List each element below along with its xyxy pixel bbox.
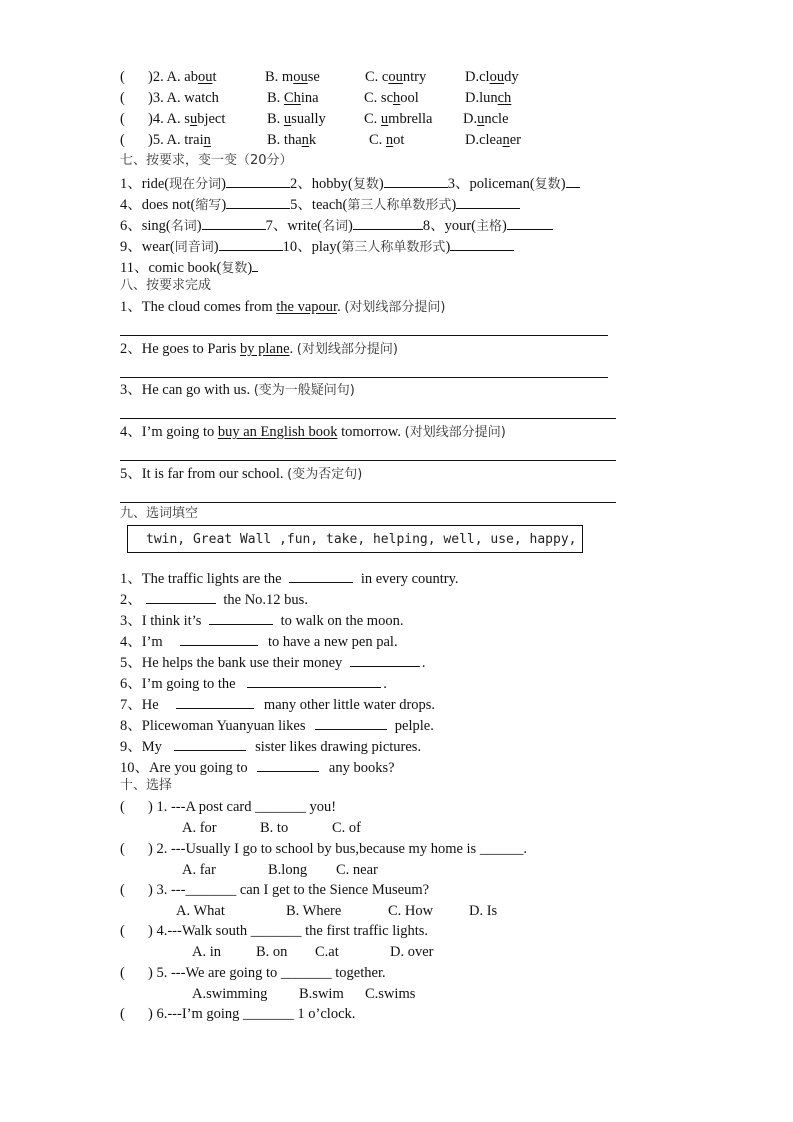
question-text: ) 4.---Walk south _______ the first traffic lights. [148,923,429,939]
option-d-underlined: u [477,111,485,127]
question-number: 4 [152,111,161,127]
option-label: B. [265,69,282,85]
sentence-underlined: the vapour [276,299,338,315]
fill-item [120,568,459,586]
item-word: teach( [311,197,348,213]
option-d: D.cl [465,69,490,85]
option-a[interactable]: A. far [182,862,216,878]
answer-blank[interactable] [219,236,283,251]
option-b[interactable]: B. on [256,944,288,960]
option-d-rest: er [509,132,521,148]
answer-paren-open[interactable]: ( [120,69,125,85]
mc-question [120,840,527,858]
item-hint: 复数 [352,177,379,192]
rewrite-item [120,381,355,399]
section-7-title: 七、按要求，变一变（20分） [120,153,293,168]
option-d-underlined: ch [497,90,512,106]
question-text: ) 3. ---_______ can I get to the Sience Museum? [148,882,430,898]
option-c[interactable]: C. near [336,862,378,878]
option-label: C. [364,90,381,106]
item-number: 6、 [120,218,142,234]
section-10-title: 十、选择 [120,778,173,793]
fill-text: 7、He [120,697,163,713]
fill-blank[interactable] [174,736,246,751]
answer-paren-close: ) [148,69,153,85]
item-number: 11、 [120,260,149,276]
sentence-end: . [337,299,345,315]
option-b[interactable]: B.long [268,862,308,878]
item-word: ride( [141,176,170,192]
item-number: 7、 [265,218,288,234]
transform-row [120,257,258,275]
fill-blank[interactable] [209,610,273,625]
sentence-text: 2、He goes to Paris [120,341,241,357]
fill-text: 9、My [120,739,166,755]
fill-item [120,757,395,775]
rewrite-item [120,465,362,483]
option-a-underlined: u [189,111,198,127]
answer-line[interactable] [120,335,608,336]
item-hint: 缩写 [195,198,222,213]
answer-line[interactable] [120,502,616,503]
answer-paren-close: ) [148,90,153,106]
answer-paren-open[interactable]: ( [120,1006,125,1022]
item-word: play( [311,239,342,255]
option-b-rest: ina [300,90,319,106]
answer-paren-open[interactable]: ( [120,799,125,815]
item-close: ) [247,260,253,276]
mc-question [120,922,429,940]
item-word: hobby( [311,176,353,192]
option-b: tha [283,132,302,148]
item-close: ) [213,239,219,255]
option-b-underlined: Ch [283,90,301,106]
fill-text-end: . [383,676,387,692]
transform-row [120,215,553,233]
answer-blank[interactable] [456,194,520,209]
option-b[interactable]: B. Where [286,903,342,919]
item-hint: 主格 [476,219,503,234]
fill-item [120,715,434,733]
option-a: ab [184,69,198,85]
fill-blank[interactable] [315,715,387,730]
sentence-text: 4、I’m going to [120,424,218,440]
fill-text-end: the No.12 bus. [219,592,308,608]
option-a[interactable]: A. in [192,944,221,960]
mc-question [120,1005,356,1023]
option-a: trai [184,132,204,148]
question-text: ) 1. ---A post card _______ you! [148,799,337,815]
option-d: D. [463,111,478,127]
mc-question [120,964,386,982]
option-d[interactable]: D. over [390,944,434,960]
word-bank: twin, Great Wall ,fun, take, helping, well, use, happy, [127,525,583,553]
sentence-text: 5、It is far from our school. [120,466,288,482]
fill-blank[interactable] [146,589,216,604]
fill-item [120,673,387,691]
phonics-row: ( )2. A. about B. mouse C. country D.cloudy [120,69,519,85]
fill-text-end: sister likes drawing pictures. [251,739,422,755]
mc-question [120,881,430,899]
item-close: ) [221,197,227,213]
option-c-rest: ot [393,132,405,148]
answer-blank[interactable] [202,215,266,230]
answer-paren-open[interactable]: ( [120,965,125,981]
option-c: sc [380,90,394,106]
item-close: ) [378,176,384,192]
answer-line[interactable] [120,418,616,419]
item-word: write( [287,218,322,234]
option-d-rest: dy [504,69,519,85]
answer-blank[interactable] [384,173,448,188]
transform-row [120,194,520,212]
option-d-rest: ncle [484,111,509,127]
option-d[interactable]: D. Is [469,903,498,919]
question-number: 2 [152,69,161,85]
item-hint: 复数 [221,261,248,276]
phonics-row: ( )3. A. watch B. China C. school D.lunch [120,90,512,106]
item-number: 4、 [120,197,142,213]
answer-paren-open[interactable]: ( [120,90,125,106]
option-label: B. [267,90,284,106]
answer-blank[interactable] [566,173,580,188]
phonics-row: ( )4. A. subject B. usually C. umbrella D.uncle [120,111,509,127]
answer-line[interactable] [120,460,616,461]
item-number: 8、 [422,218,445,234]
answer-paren-close: ) [148,111,153,127]
answer-line[interactable] [120,377,608,378]
answer-paren-open[interactable]: ( [120,882,125,898]
fill-text-end: to walk on the moon. [277,613,404,629]
fill-item [120,610,403,628]
fill-text-end: to have a new pen pal. [264,634,398,650]
sentence-text: 1、The cloud comes from [120,299,277,315]
instruction-hint: (对划线部分提问) [344,300,446,315]
fill-blank[interactable] [247,673,381,688]
option-label: A. [166,132,185,148]
fill-text-end: pelple. [391,718,434,734]
option-b-underlined: u [283,111,292,127]
answer-paren-close: ) [148,132,153,148]
answer-paren-open[interactable]: ( [120,923,125,939]
option-c[interactable]: C.swims [365,986,416,1002]
option-label: A. [166,90,185,106]
item-word: wear( [141,239,175,255]
mc-question [120,798,337,816]
instruction-hint: (对划线部分提问) [404,425,506,440]
sentence-underlined: buy an English book [217,424,338,440]
item-close: ) [451,197,457,213]
option-b[interactable]: B.swim [299,986,344,1002]
item-close: ) [348,218,353,234]
option-c-rest: ool [400,90,419,106]
item-number: 9、 [120,239,142,255]
option-label: B. [267,132,284,148]
instruction-hint: (对划线部分提问) [296,342,398,357]
sentence-text: 3、He can go with us. [120,382,254,398]
sentence-end: . [289,341,297,357]
option-a-rest: bject [197,111,226,127]
question-number: 5 [152,132,161,148]
transform-row [120,173,580,191]
fill-text: 5、He helps the bank use their money [120,655,346,671]
answer-blank[interactable] [507,215,553,230]
item-word: does not( [141,197,196,213]
option-b: m [281,69,294,85]
fill-text: 2、 [120,592,142,608]
fill-text-end: any books? [325,760,395,776]
option-d: D.clea [465,132,503,148]
fill-item [120,631,398,649]
option-c[interactable]: C. of [332,820,361,836]
answer-blank[interactable] [252,257,258,272]
item-number: 1、 [120,176,142,192]
option-label: A. [166,111,185,127]
fill-text-end: . [421,655,426,671]
item-word: sing( [141,218,171,234]
option-d-underlined: ou [489,69,505,85]
option-label: C. [369,132,386,148]
option-a-underlined: ou [197,69,213,85]
item-number: 10、 [282,239,312,255]
fill-text: 1、The traffic lights are the [120,571,286,587]
option-a: s [184,111,190,127]
option-b-rest: se [307,69,320,85]
fill-text: 3、I think it’s [120,613,205,629]
item-close: ) [560,176,566,192]
fill-text-end: many other little water drops. [260,697,436,713]
answer-blank[interactable] [226,173,290,188]
option-c-underlined: ou [388,69,403,85]
option-b-rest: sually [291,111,326,127]
option-c-underlined: n [385,132,394,148]
option-label: C. [365,69,382,85]
item-word: comic book( [148,260,222,276]
option-a-underlined: n [203,132,211,148]
answer-blank[interactable] [226,194,290,209]
item-hint: 名词 [321,219,348,234]
question-number: 3 [152,90,161,106]
answer-paren-open[interactable]: ( [120,841,125,857]
question-text: ) 2. ---Usually I go to school by bus,because my home is ______. [148,841,527,857]
option-label: A. [166,69,185,85]
item-hint: 第三人称单数形式 [341,240,446,255]
item-hint: 复数 [534,177,561,192]
item-word: your( [444,218,477,234]
phonics-row: ( )5. A. train B. thank C. not D.cleaner [120,132,521,148]
option-a: watch [184,90,219,106]
option-label: C. [364,111,381,127]
item-number: 2、 [289,176,312,192]
item-number: 5、 [290,197,312,213]
instruction-hint: (变为一般疑问句) [253,383,355,398]
item-hint: 第三人称单数形式 [347,198,452,213]
option-c: c [381,69,389,85]
option-a-rest: t [212,69,217,85]
sentence-end: tomorrow. [337,424,405,440]
rewrite-item [120,423,506,441]
option-c-rest: ntry [402,69,427,85]
option-d: D.lun [465,90,498,106]
fill-item [120,652,426,670]
option-c-rest: mbrella [388,111,433,127]
answer-blank[interactable] [450,236,514,251]
item-close: ) [445,239,451,255]
item-hint: 名词 [170,219,197,234]
item-close: ) [196,218,202,234]
instruction-hint: (变为否定句) [287,467,363,482]
fill-text-end: in every country. [357,571,459,587]
option-b-rest: k [308,132,317,148]
fill-text: 8、Plicewoman Yuanyuan likes [120,718,310,734]
option-label: B. [267,111,284,127]
item-word: policeman( [469,176,535,192]
sentence-underlined: by plane [240,341,290,357]
option-b-underlined: n [301,132,309,148]
fill-blank[interactable] [289,568,353,583]
fill-text: 10、Are you going to [120,760,252,776]
option-b[interactable]: B. to [260,820,289,836]
answer-blank[interactable] [353,215,423,230]
option-c-underlined: h [393,90,401,106]
question-text: ) 6.---I’m going _______ 1 o’clock. [148,1006,356,1022]
fill-item [120,589,308,607]
item-close: ) [221,176,226,192]
fill-text: 6、I’m going to the [120,676,240,692]
option-a[interactable]: A. for [182,820,217,836]
rewrite-item [120,340,398,358]
option-c[interactable]: C. How [388,903,434,919]
fill-item [120,736,421,754]
item-number: 3、 [447,176,470,192]
transform-row [120,236,514,254]
rewrite-item [120,298,445,316]
option-c[interactable]: C.at [315,944,339,960]
option-a[interactable]: A. What [176,903,225,919]
option-d-underlined: n [502,132,510,148]
item-close: ) [502,218,507,234]
item-hint: 现在分词 [169,177,222,192]
question-text: ) 5. ---We are going to _______ together. [148,965,386,981]
section-8-title: 八、按要求完成 [120,278,212,293]
section-9-title: 九、选词填空 [120,506,199,521]
option-a[interactable]: A.swimming [192,986,268,1002]
answer-paren-open[interactable]: ( [120,132,125,148]
fill-text: 4、I’m [120,634,167,650]
fill-item [120,694,435,712]
fill-blank[interactable] [180,631,258,646]
answer-paren-open[interactable]: ( [120,111,125,127]
item-hint: 同音词 [174,240,214,255]
fill-blank[interactable] [257,757,319,772]
option-b-underlined: ou [293,69,308,85]
fill-blank[interactable] [350,652,420,667]
option-c-underlined: u [380,111,389,127]
fill-blank[interactable] [176,694,254,709]
